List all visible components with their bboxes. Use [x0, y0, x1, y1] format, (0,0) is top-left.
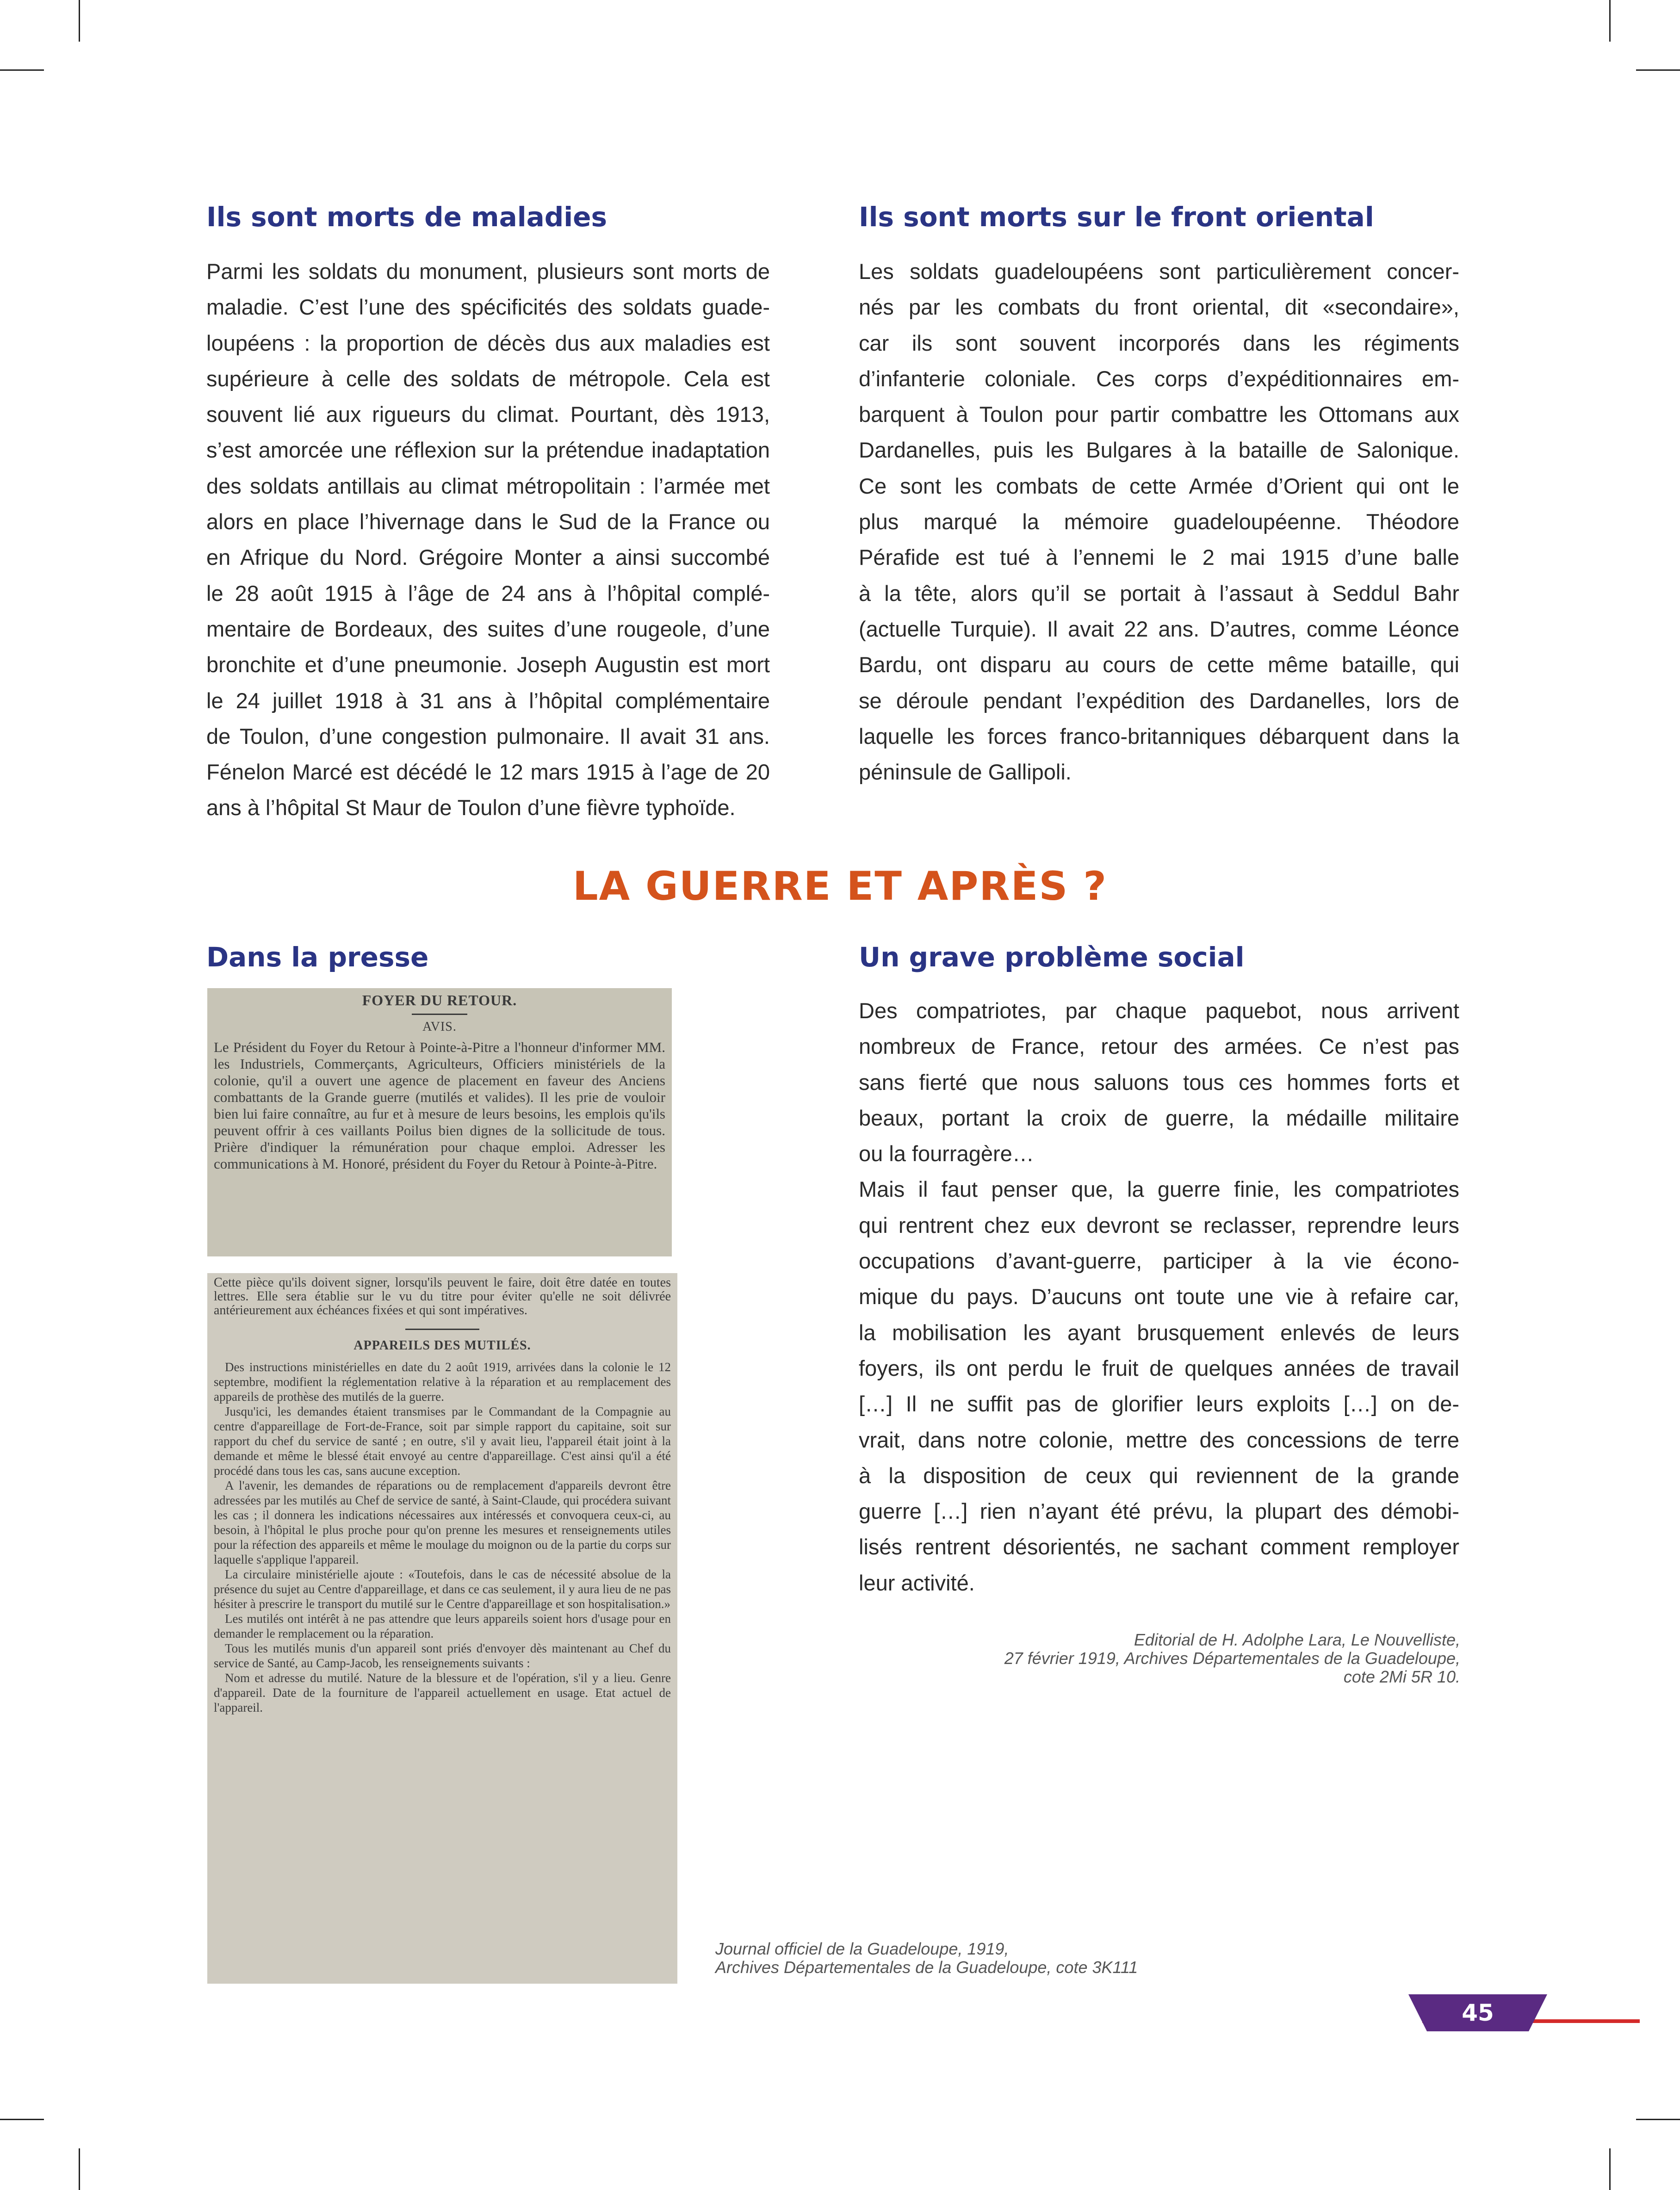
text-line: qui rentrent chez eux devront se reclasser, reprendre leurs — [859, 1213, 1459, 1237]
text-line: le 28 août 1915 à l’âge de 24 ans à l’hôpital complé- — [206, 581, 770, 606]
maladies-text — [206, 254, 770, 826]
text-line: ou la fourragère… — [859, 1141, 1034, 1166]
newspaper-clipping-foyer — [207, 988, 672, 1256]
clipping-intro: Cette pièce qu'ils doivent signer, lorsqu'ils peuvent le faire, doit être datée en toutes lettres. Elle sera établie sur le vu du titre pour éviter qu'elle ne soit délivrée antérieurement aux échéances fixées et qui sont impératives. — [214, 1275, 671, 1318]
clipping-subtitle: AVIS. — [422, 1020, 457, 1034]
crop-mark — [79, 0, 80, 42]
text-line: mentaire de Bordeaux, des suites d’une rougeole, d’une — [206, 616, 770, 641]
text-line: barquent à Toulon pour partir combattre les Ottomans aux — [859, 402, 1459, 427]
caption-line: 27 février 1919, Archives Départementales de la Guadeloupe, — [1004, 1649, 1460, 1668]
front-oriental-text — [859, 254, 1459, 790]
text-line: à la disposition de ceux qui reviennent de la grande — [859, 1463, 1459, 1488]
text-line: laquelle les forces franco-britanniques débarquent dans la — [859, 724, 1459, 749]
press-caption — [715, 1940, 1138, 1977]
crop-mark — [1636, 2119, 1680, 2120]
clipping-paragraph: Tous les mutilés munis d'un appareil sont priés d'envoyer dès maintenant au Chef du service de Santé, au Camp-Jacob, les renseignements suivants : — [214, 1641, 671, 1670]
clipping-paragraph: Jusqu'ici, les demandes étaient transmises par le Commandant de la Compagnie au centre d'appareillage de Fort-de-France, soit par simple rapport du capitaine, soit sur rapport du chef du service de santé ; en outre, s'il y avait lieu, l'appareil était joint à la demande et même le blessé était envoyé au centre d'appareillage. C'est ainsi qu'il a été procédé dans tous les cas, sans aucune exception. — [214, 1404, 671, 1478]
editorial-caption — [879, 1631, 1460, 1686]
text-line: le 24 juillet 1918 à 31 ans à l’hôpital complémentaire — [206, 688, 770, 713]
caption-line: cote 2Mi 5R 10. — [1343, 1667, 1460, 1686]
text-line: guerre […] rien n’ayant été prévu, la plupart des démobi- — [859, 1499, 1459, 1524]
text-line: occupations d’avant-guerre, participer à la vie écono- — [859, 1249, 1459, 1274]
text-line: mique du pays. D’aucuns ont toute une vie à refaire car, — [859, 1284, 1459, 1309]
text-line: s’est amorcée une réflexion sur la prétendue inadaptation — [206, 438, 770, 463]
text-line: Des compatriotes, par chaque paquebot, nous arrivent — [859, 998, 1459, 1023]
newspaper-clipping-mutiles — [207, 1273, 677, 1984]
text-line: Parmi les soldats du monument, plusieurs sont morts de — [206, 259, 770, 284]
text-line: ans à l’hôpital St Maur de Toulon d’une fièvre typhoïde. — [206, 795, 736, 820]
text-line: Dardanelles, puis les Bulgares à la bataille de Salonique. — [859, 438, 1459, 463]
heading-maladies: Ils sont morts de maladies — [206, 201, 607, 233]
text-line: Ce sont les combats de cette Armée d’Orient qui ont le — [859, 473, 1459, 498]
text-line: car ils sont souvent incorporés dans les régiments — [859, 330, 1459, 355]
text-line: des soldats antillais au climat métropolitain : l’armée met — [206, 473, 770, 498]
text-line: supérieure à celle des soldats de métropole. Cela est — [206, 366, 770, 391]
text-line: sans fierté que nous saluons tous ces hommes forts et — [859, 1070, 1459, 1095]
text-line: […] Il ne suffit pas de glorifier leurs exploits […] on de- — [859, 1392, 1459, 1417]
crop-mark — [1609, 0, 1611, 42]
crop-mark — [0, 69, 44, 71]
text-line: (actuelle Turquie). Il avait 22 ans. D’autres, comme Léonce — [859, 616, 1459, 641]
clipping-paragraph: La circulaire ministérielle ajoute : «Toutefois, dans le cas de nécessité absolue de la présence du sujet au Centre d'appareillage, et dans ce cas seulement, il y aura lieu de ne pas hésiter à prescrire le transport du mutilé sur le Centre d'appareillage et son hospitalisation.» — [214, 1567, 671, 1611]
clipping-paragraph: A l'avenir, les demandes de réparations ou de remplacement d'appareils devront être adressées par les mutilés au Chef de service de santé, à Saint-Claude, qui procédera suivant les cas ; il donnera les indications nécessaires aux intéressés et convoquera ceux-ci, au besoin, à l'hôpital le plus proche pour qu'on prenne les mesures et renseignements utiles pour la réfection des appareils et même le moulage du moignon ou de la partie du corps sur laquelle s'applique l'appareil. — [214, 1479, 671, 1566]
main-title: LA GUERRE ET APRÈS ? — [572, 863, 1108, 909]
heading-presse: Dans la presse — [206, 941, 429, 973]
text-line: leur activité. — [859, 1570, 975, 1595]
text-line: à la tête, alors qu’il se portait à l’assaut à Seddul Bahr — [859, 581, 1459, 606]
text-line: lisés rentrent désorientés, ne sachant comment remployer — [859, 1534, 1459, 1559]
crop-mark — [79, 2148, 80, 2190]
clipping-title: FOYER DU RETOUR. — [362, 992, 517, 1008]
text-line: loupéens : la proportion de décès dus aux maladies est — [206, 330, 770, 355]
crop-mark — [0, 2119, 44, 2120]
text-line: plus marqué la mémoire guadeloupéenne. Théodore — [859, 509, 1459, 534]
text-line: souvent lié aux rigueurs du climat. Pourtant, dès 1913, — [206, 402, 770, 427]
page-number: 45 — [1462, 1999, 1494, 2026]
clipping-rule — [405, 1329, 479, 1330]
text-line: nés par les combats du front oriental, dit «secondaire», — [859, 295, 1459, 320]
text-line: beaux, portant la croix de guerre, la médaille militaire — [859, 1105, 1459, 1130]
text-line: Mais il faut penser que, la guerre finie, les compatriotes — [859, 1177, 1459, 1202]
text-line: péninsule de Gallipoli. — [859, 760, 1072, 785]
text-line: Pérafide est tué à l’ennemi le 2 mai 1915 d’une balle — [859, 545, 1459, 570]
text-line: se déroule pendant l’expédition des Dardanelles, lors de — [859, 688, 1459, 713]
text-line: de Toulon, d’une congestion pulmonaire. Il avait 31 ans. — [206, 724, 770, 749]
heading-probleme-social: Un grave problème social — [859, 941, 1245, 973]
text-line: nombreux de France, retour des armées. Ce n’est pas — [859, 1034, 1459, 1059]
text-line: en Afrique du Nord. Grégoire Monter a ainsi succombé — [206, 545, 770, 570]
heading-front-oriental: Ils sont morts sur le front oriental — [859, 201, 1374, 233]
caption-line: Archives Départementales de la Guadeloupe, cote 3K111 — [715, 1958, 1138, 1977]
crop-mark — [1636, 69, 1680, 71]
crop-mark — [1609, 2148, 1611, 2190]
text-line: maladie. C’est l’une des spécificités des soldats guade- — [206, 295, 770, 320]
text-line: foyers, ils ont perdu le fruit de quelques années de travail — [859, 1355, 1459, 1380]
text-line: bronchite et d’une pneumonie. Joseph Augustin est mort — [206, 652, 770, 677]
clipping-paragraph: Nom et adresse du mutilé. Nature de la blessure et de l'opération, s'il y a lieu. Genre d'appareil. Date de la fourniture de l'appareil actuellement en usage. Etat actuel de l'appareil. — [214, 1671, 671, 1714]
clipping-paragraph: Des instructions ministérielles en date du 2 août 1919, arrivées dans la colonie le 12 septembre, modifient la réglementation relative à la réparation et au remplacement des appareils de prothèse des mutilés de la guerre. — [214, 1360, 671, 1404]
caption-line: Journal officiel de la Guadeloupe, 1919, — [715, 1939, 1009, 1958]
text-line: Fénelon Marcé est décédé le 12 mars 1915 à l’age de 20 — [206, 760, 770, 785]
page-number-badge — [1408, 1994, 1547, 2031]
social-text — [859, 993, 1459, 1601]
text-line: alors en place l’hivernage dans le Sud de la France ou — [206, 509, 770, 534]
caption-line: Editorial de H. Adolphe Lara, Le Nouvelliste, — [1134, 1630, 1460, 1649]
text-line: la mobilisation les ayant brusquement enlevés de leurs — [859, 1320, 1459, 1345]
clipping-title: APPAREILS DES MUTILÉS. — [353, 1338, 531, 1353]
text-line: Les soldats guadeloupéens sont particulièrement concer- — [859, 259, 1459, 284]
text-line: d’infanterie coloniale. Ces corps d’expéditionnaires em- — [859, 366, 1459, 391]
clipping-text: Le Président du Foyer du Retour à Pointe-à-Pitre a l'honneur d'informer MM. les Industriels, Commerçants, Agriculteurs, Officiers ministériels de la colonie, qu'il a ouvert une agence de placement en faveur des Anciens combattants de la Grande guerre (mutilés et valides). Il les prie de vouloir bien lui faire connaître, au fur et à mesure de leurs besoins, les emplois qu'ils peuvent offrir à ces vaillants Poilus bien dignes de la sollicitude de tous. Prière d'indiquer la rémunération pour chaque emploi. Adresser les communications à M. Honoré, président du Foyer du Retour à Pointe-à-Pitre. — [214, 1039, 665, 1172]
clipping-paragraph: Les mutilés ont intérêt à ne pas attendre que leurs appareils soient hors d'usage pour en demander le remplacement ou la réparation. — [214, 1612, 671, 1640]
text-line: vrait, dans notre colonie, mettre des concessions de terre — [859, 1427, 1459, 1452]
text-line: Bardu, ont disparu au cours de cette même bataille, qui — [859, 652, 1459, 677]
clipping-rule — [412, 1014, 467, 1015]
